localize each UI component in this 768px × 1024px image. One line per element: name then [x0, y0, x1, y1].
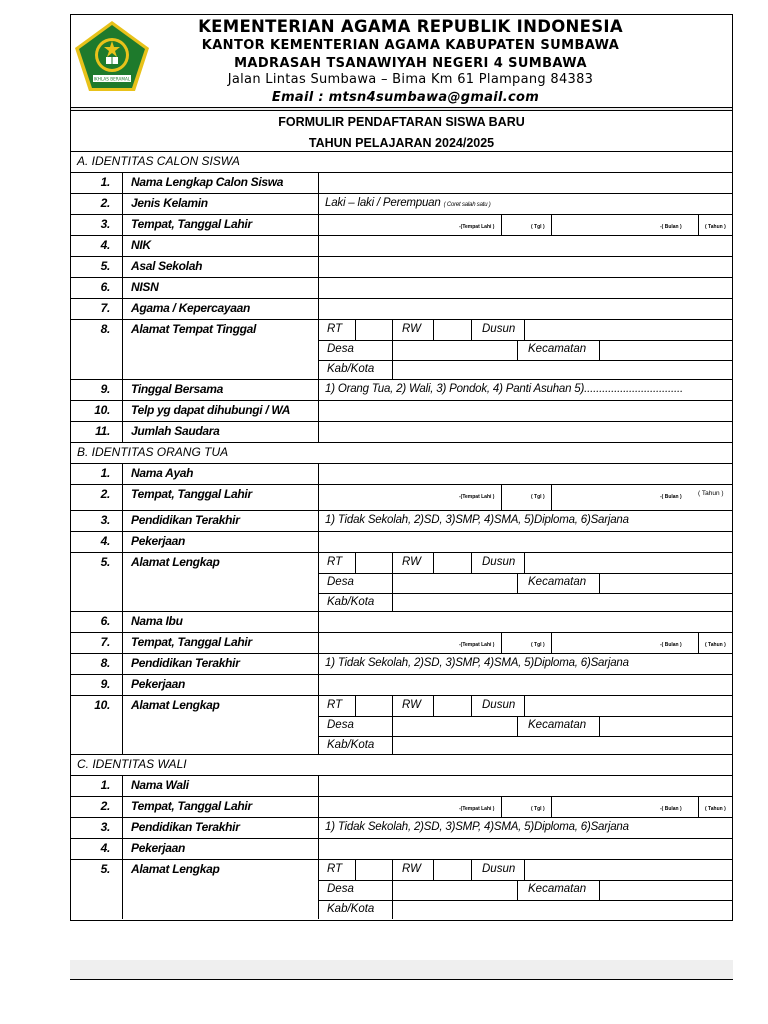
form-row	[71, 817, 732, 838]
field-label: Pekerjaan	[131, 677, 186, 691]
cell-border	[392, 360, 393, 380]
form-row	[71, 421, 732, 442]
cell-border	[122, 215, 123, 236]
cell-border	[471, 320, 472, 340]
row-number: 7.	[100, 635, 110, 649]
birthplace-hint: -(Tempat Lahi )	[459, 224, 495, 230]
rw-label: RW	[402, 556, 421, 568]
cell-border	[392, 573, 393, 593]
month-hint: -( Bulan )	[660, 224, 682, 230]
logo-motto: IKHLAS BERAMAL	[93, 76, 131, 82]
field-input-area[interactable]	[319, 173, 732, 194]
cell-border	[392, 736, 393, 755]
section-title: C. IDENTITAS WALI	[77, 757, 187, 771]
row-number: 9.	[100, 382, 110, 396]
cell-border	[551, 797, 552, 818]
row-number: 9.	[100, 677, 110, 691]
kabkota-label: Kab/Kota	[327, 739, 375, 751]
form-row	[71, 172, 732, 193]
field-input-area[interactable]	[319, 278, 732, 299]
cell-border	[122, 675, 123, 696]
cell-border	[122, 464, 123, 485]
cell-border	[319, 340, 732, 341]
field-label: Nama Ibu	[131, 614, 183, 628]
row-number: 10.	[94, 698, 110, 712]
field-label: Pendidikan Terakhir	[131, 820, 240, 834]
field-label: Alamat Lengkap	[131, 862, 220, 876]
field-label: Tempat, Tanggal Lahir	[131, 635, 252, 649]
field-label: NISN	[131, 280, 159, 294]
row-number: 5.	[100, 555, 110, 569]
cell-border	[122, 654, 123, 675]
cell-border	[122, 278, 123, 299]
kecamatan-label: Kecamatan	[528, 883, 587, 895]
cell-border	[122, 696, 123, 755]
row-number: 7.	[100, 301, 110, 315]
row-number: 3.	[100, 513, 110, 527]
cell-border	[319, 573, 732, 574]
field-label: Tempat, Tanggal Lahir	[131, 487, 252, 501]
cell-border	[524, 860, 525, 880]
year-hint: ( Tahun )	[705, 224, 726, 230]
office-name: KANTOR KEMENTERIAN AGAMA KABUPATEN SUMBAWA	[201, 38, 620, 53]
form-row	[71, 775, 732, 796]
field-input-area[interactable]	[319, 464, 732, 485]
desa-label: Desa	[327, 883, 354, 895]
kecamatan-label: Kecamatan	[528, 576, 587, 588]
birthplace-hint: -(Tempat Lahi )	[459, 494, 495, 500]
cell-border	[524, 696, 525, 716]
field-label: Pekerjaan	[131, 841, 186, 855]
day-hint: ( Tgl )	[531, 224, 545, 230]
row-number: 4.	[100, 534, 110, 548]
form-row	[71, 611, 732, 632]
rt-label: RT	[327, 863, 343, 875]
year-hint: ( Tahun )	[705, 642, 726, 648]
dusun-label: Dusun	[482, 323, 516, 335]
kecamatan-label: Kecamatan	[528, 719, 587, 731]
row-number: 4.	[100, 841, 110, 855]
cell-border	[122, 422, 123, 443]
row-number: 3.	[100, 217, 110, 231]
field-label: Asal Sekolah	[131, 259, 203, 273]
cell-border	[433, 860, 434, 880]
row-number: 5.	[100, 862, 110, 876]
month-hint: -( Bulan )	[660, 494, 682, 500]
field-input-area[interactable]	[319, 553, 732, 612]
row-number: 6.	[100, 280, 110, 294]
section-header	[71, 442, 732, 463]
cell-border	[517, 340, 518, 360]
cell-border	[122, 776, 123, 797]
form-row	[71, 379, 732, 400]
day-hint: ( Tgl )	[531, 642, 545, 648]
form-row	[71, 653, 732, 674]
field-input-area[interactable]	[319, 612, 732, 633]
cell-border	[698, 633, 699, 654]
row-number: 5.	[100, 259, 110, 273]
rw-label: RW	[402, 323, 421, 335]
registration-form-sheet	[70, 14, 733, 921]
field-label: Nama Wali	[131, 778, 189, 792]
school-address: Jalan Lintas Sumbawa – Bima Km 61 Plampang 84383	[227, 72, 594, 87]
field-input-area[interactable]	[319, 236, 732, 257]
cell-border	[599, 340, 600, 360]
desa-label: Desa	[327, 576, 354, 588]
cell-border	[122, 532, 123, 553]
section-title: A. IDENTITAS CALON SISWA	[77, 154, 240, 168]
form-row	[71, 319, 732, 379]
birthplace-hint: -(Tempat Lahi )	[459, 642, 495, 648]
dusun-label: Dusun	[482, 863, 516, 875]
day-hint: ( Tgl )	[531, 494, 545, 500]
desa-label: Desa	[327, 719, 354, 731]
cell-border	[122, 633, 123, 654]
cell-border	[551, 633, 552, 654]
row-number: 2.	[100, 799, 110, 813]
field-label: Pendidikan Terakhir	[131, 656, 240, 670]
cell-border	[122, 860, 123, 919]
row-number: 3.	[100, 820, 110, 834]
cell-border	[433, 553, 434, 573]
cell-border	[698, 797, 699, 818]
birthplace-hint: -(Tempat Lahi )	[459, 806, 495, 812]
field-label: Pendidikan Terakhir	[131, 513, 240, 527]
ministry-name: KEMENTERIAN AGAMA REPUBLIK INDONESIA	[198, 17, 623, 36]
cell-border	[355, 696, 356, 716]
cell-border	[122, 173, 123, 194]
cell-border	[392, 860, 393, 880]
field-input-area[interactable]	[319, 839, 732, 860]
cell-border	[319, 880, 732, 881]
cell-border	[501, 485, 502, 511]
cell-border	[392, 900, 393, 919]
field-label: Jumlah Saudara	[131, 424, 220, 438]
cell-border	[524, 320, 525, 340]
form-row	[71, 463, 732, 484]
cell-border	[517, 573, 518, 593]
cell-border	[122, 380, 123, 401]
gender-note: ( Coret salah satu )	[443, 202, 491, 208]
form-row	[71, 552, 732, 611]
cell-border	[471, 553, 472, 573]
cell-border	[122, 299, 123, 320]
row-number: 2.	[100, 196, 110, 210]
gender-options: Laki – laki / Perempuan	[325, 197, 441, 209]
rt-label: RT	[327, 699, 343, 711]
field-label: Agama / Kepercayaan	[131, 301, 251, 315]
form-row	[71, 838, 732, 859]
cell-border	[501, 797, 502, 818]
cell-border	[122, 485, 123, 511]
cell-border	[599, 716, 600, 736]
cell-border	[551, 485, 552, 511]
cell-border	[599, 880, 600, 900]
form-row	[71, 277, 732, 298]
form-row	[71, 298, 732, 319]
cell-border	[355, 860, 356, 880]
cell-border	[122, 553, 123, 612]
dusun-label: Dusun	[482, 556, 516, 568]
field-label: Tempat, Tanggal Lahir	[131, 799, 252, 813]
row-number: 10.	[94, 403, 110, 417]
cell-border	[122, 612, 123, 633]
desa-label: Desa	[327, 343, 354, 355]
field-input-area[interactable]	[319, 776, 732, 797]
form-row	[71, 256, 732, 277]
cell-border	[517, 716, 518, 736]
row-number: 1.	[100, 175, 110, 189]
cell-border	[122, 320, 123, 380]
form-row	[71, 510, 732, 531]
rt-label: RT	[327, 556, 343, 568]
field-label: Alamat Tempat Tinggal	[131, 322, 257, 336]
rw-label: RW	[402, 699, 421, 711]
cell-border	[319, 900, 732, 901]
field-input-area[interactable]	[319, 532, 732, 553]
field-input-area[interactable]	[319, 675, 732, 696]
footer-bar	[70, 960, 733, 980]
field-input-area[interactable]	[319, 320, 732, 380]
field-input-area[interactable]	[319, 860, 732, 919]
cell-border	[599, 573, 600, 593]
field-label: Tinggal Bersama	[131, 382, 223, 396]
cell-border	[355, 553, 356, 573]
cell-border	[517, 880, 518, 900]
kabkota-label: Kab/Kota	[327, 903, 375, 915]
cell-border	[122, 257, 123, 278]
row-number: 1.	[100, 778, 110, 792]
field-label: Alamat Lengkap	[131, 555, 220, 569]
cell-border	[355, 320, 356, 340]
cell-border	[319, 716, 732, 717]
section-header	[71, 151, 732, 172]
cell-border	[122, 797, 123, 818]
month-hint: -( Bulan )	[660, 806, 682, 812]
cell-border	[392, 553, 393, 573]
cell-border	[551, 215, 552, 236]
form-row	[71, 193, 732, 214]
cell-border	[122, 818, 123, 839]
cell-border	[122, 236, 123, 257]
field-input-area[interactable]	[319, 422, 732, 443]
field-label: Telp yg dapat dihubungi / WA	[131, 403, 291, 417]
row-number: 8.	[100, 656, 110, 670]
field-input-area[interactable]	[319, 696, 732, 755]
field-label: Alamat Lengkap	[131, 698, 220, 712]
cell-border	[122, 511, 123, 532]
form-row	[71, 214, 732, 235]
field-label: Pekerjaan	[131, 534, 186, 548]
field-options	[325, 197, 491, 209]
cell-border	[392, 340, 393, 360]
field-input-area[interactable]	[319, 401, 732, 422]
cell-border	[392, 593, 393, 612]
cell-border	[471, 860, 472, 880]
field-options: 1) Tidak Sekolah, 2)SD, 3)SMP, 4)SMA, 5)Diploma, 6)Sarjana	[325, 821, 629, 833]
cell-border	[433, 320, 434, 340]
form-row	[71, 796, 732, 817]
field-options: 1) Tidak Sekolah, 2)SD, 3)SMP, 4)SMA, 5)Diploma, 6)Sarjana	[325, 657, 629, 669]
cell-border	[392, 320, 393, 340]
form-row	[71, 235, 732, 256]
year-hint: ( Tahun )	[698, 490, 724, 497]
kabkota-label: Kab/Kota	[327, 596, 375, 608]
field-label: Nama Ayah	[131, 466, 194, 480]
form-title: FORMULIR PENDAFTARAN SISWA BARU	[278, 115, 525, 129]
field-options: 1) Tidak Sekolah, 2)SD, 3)SMP, 4)SMA, 5)Diploma, 6)Sarjana	[325, 514, 629, 526]
kecamatan-label: Kecamatan	[528, 343, 587, 355]
cell-border	[392, 696, 393, 716]
cell-border	[501, 633, 502, 654]
rw-label: RW	[402, 863, 421, 875]
cell-border	[524, 553, 525, 573]
row-number: 11.	[95, 424, 110, 438]
cell-border	[122, 194, 123, 215]
field-label: Jenis Kelamin	[131, 196, 208, 210]
field-input-area[interactable]	[319, 257, 732, 278]
row-number: 8.	[100, 322, 110, 336]
month-hint: -( Bulan )	[660, 642, 682, 648]
cell-border	[392, 716, 393, 736]
section-header	[71, 754, 732, 775]
cell-border	[392, 880, 393, 900]
letterhead	[71, 15, 732, 108]
form-row	[71, 531, 732, 552]
row-number: 6.	[100, 614, 110, 628]
day-hint: ( Tgl )	[531, 806, 545, 812]
field-label: Nama Lengkap Calon Siswa	[131, 175, 284, 189]
cell-border	[471, 696, 472, 716]
cell-border	[122, 839, 123, 860]
form-row	[71, 484, 732, 510]
header-divider	[71, 108, 732, 111]
field-label: Tempat, Tanggal Lahir	[131, 217, 252, 231]
field-input-area[interactable]	[319, 299, 732, 320]
field-label: NIK	[131, 238, 151, 252]
section-title: B. IDENTITAS ORANG TUA	[77, 445, 229, 459]
form-row	[71, 859, 732, 918]
form-year: TAHUN PELAJARAN 2024/2025	[308, 136, 495, 150]
row-number: 1.	[100, 466, 110, 480]
cell-border	[319, 360, 732, 361]
school-email: Email : mtsn4sumbawa@gmail.com	[271, 90, 540, 105]
cell-border	[319, 593, 732, 594]
cell-border	[319, 736, 732, 737]
cell-border	[698, 215, 699, 236]
cell-border	[433, 696, 434, 716]
field-options: 1) Orang Tua, 2) Wali, 3) Pondok, 4) Panti Asuhan 5).................................	[325, 383, 683, 395]
year-hint: ( Tahun )	[705, 806, 726, 812]
cell-border	[122, 401, 123, 422]
form-row	[71, 632, 732, 653]
form-row	[71, 674, 732, 695]
cell-border	[501, 215, 502, 236]
row-number: 4.	[100, 238, 110, 252]
form-row	[71, 695, 732, 754]
kabkota-label: Kab/Kota	[327, 363, 375, 375]
school-name: MADRASAH TSANAWIYAH NEGERI 4 SUMBAWA	[234, 56, 587, 71]
row-number: 2.	[100, 487, 110, 501]
dusun-label: Dusun	[482, 699, 516, 711]
rt-label: RT	[327, 323, 343, 335]
form-row	[71, 400, 732, 421]
